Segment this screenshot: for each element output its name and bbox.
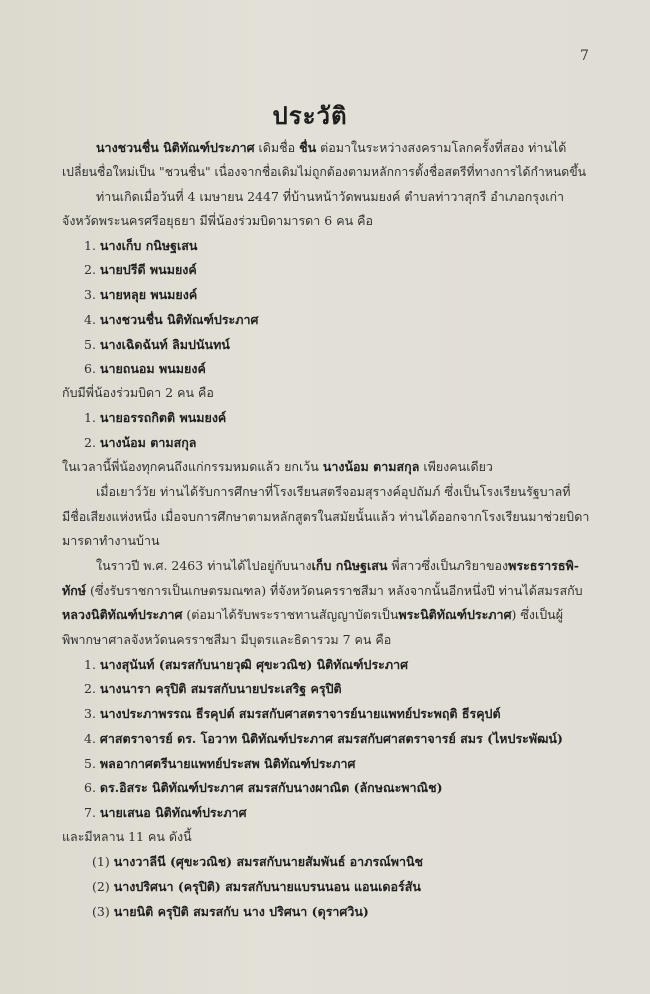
list-item bbox=[84, 287, 197, 303]
list-item bbox=[84, 681, 342, 697]
intro-text: เดิมชื่อ bbox=[254, 140, 300, 155]
list-item bbox=[84, 657, 408, 673]
half-siblings-intro: กับมีพี่น้องร่วมบิดา 2 คน คือ bbox=[62, 385, 214, 400]
list-item bbox=[84, 706, 501, 722]
list-item bbox=[84, 262, 197, 278]
list-item bbox=[92, 879, 421, 895]
list-number: (1) bbox=[92, 854, 110, 869]
child-name: นายเสนอ นิติทัณฑ์ประภาศ bbox=[99, 805, 247, 820]
grandchild-name: นางวาลีนี (ศุขะวณิช) สมรสกับนายสัมพันธ์ อาภรณ์พานิช bbox=[113, 854, 424, 869]
marriage-line-2: ทักษ์ (ซึ่งรับราชการเป็นเกษตรมณฑล) ที่จังหวัดนครราชสีมา หลังจากนั้นอีกหนึ่งปี ท่านได้สมรสกับ bbox=[62, 583, 583, 598]
marriage-line-4: พิพากษาศาลจังหวัดนครราชสีมา มีบุตรและธิดารวม 7 คน คือ bbox=[62, 632, 392, 647]
list-number: 2. bbox=[84, 435, 96, 450]
list-number: 6. bbox=[84, 361, 96, 376]
list-number: 1. bbox=[84, 410, 96, 425]
intro-text: ต่อมาในระหว่างสงครามโลกครั้งที่สอง ท่านได้ bbox=[316, 140, 567, 155]
list-number: 6. bbox=[84, 780, 96, 795]
page-number: 7 bbox=[580, 48, 589, 64]
list-item bbox=[84, 780, 443, 796]
list-item bbox=[92, 904, 369, 920]
list-item bbox=[84, 410, 226, 426]
child-name: พลอากาศตรีนายแพทย์ประสพ นิติทัณฑ์ประภาศ bbox=[99, 756, 356, 771]
list-item bbox=[84, 361, 206, 377]
child-name: ดร.อิสระ นิติทัณฑ์ประภาศ สมรสกับนางผาณิต (ลักษณะพาณิช) bbox=[99, 780, 443, 795]
list-number: 1. bbox=[84, 657, 96, 672]
sibling-name: นางเก็บ กนิษฐเสน bbox=[99, 238, 198, 253]
survivor-name: นางน้อม ตามสกุล bbox=[322, 459, 420, 474]
grandchild-name: นายนิติ ครุปิติ สมรสกับ นาง ปริศนา (ดุราศวิน) bbox=[113, 904, 369, 919]
intro-line-1 bbox=[96, 140, 566, 156]
list-item bbox=[84, 312, 258, 328]
list-item bbox=[84, 731, 563, 747]
list-number: 4. bbox=[84, 731, 96, 746]
survivor-line bbox=[62, 459, 493, 475]
sibling-name: นางเฉิดฉันท์ ลิมปนันทน์ bbox=[99, 337, 230, 352]
birth-line-2: จังหวัดพระนครศรีอยุธยา มีพี่น้องร่วมบิดามารดา 6 คน คือ bbox=[62, 213, 373, 228]
list-number: 3. bbox=[84, 706, 96, 721]
list-item bbox=[84, 435, 196, 451]
list-number: 2. bbox=[84, 681, 96, 696]
sibling-name: นายหลุย พนมยงค์ bbox=[99, 287, 198, 302]
birth-line-1: ท่านเกิดเมื่อวันที่ 4 เมษายน 2447 ที่บ้านหน้าวัดพนมยงค์ ตำบลท่าวาสุกรี อำเภอกรุงเก่า bbox=[96, 189, 565, 204]
marriage-line-1: ในราวปี พ.ศ. 2463 ท่านได้ไปอยู่กับนางเก็บ กนิษฐเสน พี่สาวซึ่งเป็นภริยาของพระธรารธพิ- bbox=[96, 558, 579, 573]
list-number: (2) bbox=[92, 879, 110, 894]
education-line-3: มารดาทำงานบ้าน bbox=[62, 533, 160, 548]
child-name: นางสุนันท์ (สมรสกับนายวุฒิ ศุขะวณิช) นิติทัณฑ์ประภาศ bbox=[99, 657, 409, 672]
list-number: 5. bbox=[84, 756, 96, 771]
list-item bbox=[84, 805, 247, 821]
education-line-2: มีชื่อเสียงแห่งหนึ่ง เมื่อจบการศึกษาตามหลักสูตรในสมัยนั้นแล้ว ท่านได้ออกจากโรงเรียนมาช่วยบิดา bbox=[62, 509, 590, 524]
sibling-name: นายอรรถกิตติ พนมยงค์ bbox=[99, 410, 227, 425]
list-item bbox=[84, 756, 355, 772]
education-line-1: เมื่อเยาว์วัย ท่านได้รับการศึกษาที่โรงเรียนสตรีจอมสุรางค์อุปถัมภ์ ซึ่งเป็นโรงเรียนรัฐบาลที่ bbox=[96, 484, 571, 499]
list-item bbox=[84, 238, 197, 254]
original-name: ชื่น bbox=[299, 140, 317, 155]
list-number: 4. bbox=[84, 312, 96, 327]
list-number: 5. bbox=[84, 337, 96, 352]
list-number: 2. bbox=[84, 262, 96, 277]
child-name: ศาสตราจารย์ ดร. โอวาท นิติทัณฑ์ประภาศ สมรสกับศาสตราจารย์ สมร (ไหประพัฒน์) bbox=[99, 731, 563, 746]
grandchildren-intro: และมีหลาน 11 คน ดังนี้ bbox=[62, 829, 192, 844]
grandchild-name: นางปริศนา (ครุปิติ) สมรสกับนายแบรนนอน แอนเดอร์สัน bbox=[113, 879, 421, 894]
list-number: 1. bbox=[84, 238, 96, 253]
marriage-line-3: หลวงนิติทัณฑ์ประภาศ (ต่อมาได้รับพระราชทานสัญญาบัตรเป็นพระนิติทัณฑ์ประภาศ) ซึ่งเป็นผู้ bbox=[62, 607, 564, 622]
sibling-name: นายปรีดี พนมยงค์ bbox=[99, 262, 197, 277]
sibling-name: นางน้อม ตามสกุล bbox=[99, 435, 197, 450]
list-number: (3) bbox=[92, 904, 110, 919]
list-number: 7. bbox=[84, 805, 96, 820]
survivor-text: เพียงคนเดียว bbox=[419, 459, 493, 474]
page-title: ประวัติ bbox=[272, 101, 348, 130]
child-name: นางประภาพรรณ ธีรคุปต์ สมรสกับศาสตราจารย์นายแพทย์ประพฤติ ธีรคุปต์ bbox=[99, 706, 501, 721]
list-item bbox=[84, 337, 230, 353]
list-number: 3. bbox=[84, 287, 96, 302]
child-name: นางนารา ครุปิติ สมรสกับนายประเสริฐ ครุปิติ bbox=[99, 681, 342, 696]
intro-line-2: เปลี่ยนชื่อใหม่เป็น "ชวนชื่น" เนื่องจากชื่อเดิมไม่ถูกต้องตามหลักการตั้งชื่อสตรีที่ทางการได้กำหนดขึ้น bbox=[62, 165, 586, 179]
subject-name: นางชวนชื่น นิติทัณฑ์ประภาศ bbox=[96, 140, 255, 155]
sibling-name: นายถนอม พนมยงค์ bbox=[99, 361, 206, 376]
survivor-text: ในเวลานี้พี่น้องทุกคนถึงแก่กรรมหมดแล้ว ยกเว้น bbox=[62, 459, 323, 474]
list-item bbox=[92, 854, 423, 870]
sibling-name: นางชวนชื่น นิติทัณฑ์ประภาศ bbox=[99, 312, 259, 327]
